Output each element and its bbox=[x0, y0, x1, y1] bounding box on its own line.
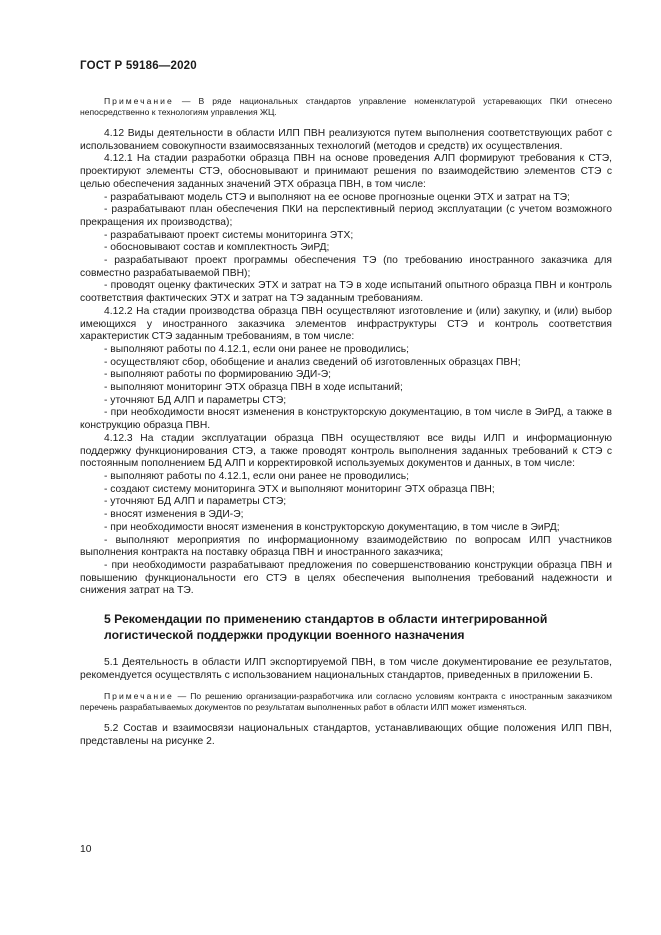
note-text: — В ряде национальных стандартов управление номенклатурой устаревающих ПКИ отнесено непосредственно к технологиям управления ЖЦ. bbox=[80, 96, 612, 117]
list-item: - обосновывают состав и комплектность ЭиРД; bbox=[104, 242, 330, 254]
page-number: 10 bbox=[80, 844, 92, 855]
list-item: - осуществляют сбор, обобщение и анализ сведений об изготовленных образцах ПВН; bbox=[104, 356, 521, 368]
paragraph-4-12-1: 4.12.1 На стадии разработки образца ПВН на основе проведения АЛП формируют требования к СТЭ, проектируют элементы СТЭ, обосновывают и принимают решения по взаимодействию элементов СТЭ с целью обеспечения заданных значений ЭТХ образца ПВН, в том числе: bbox=[80, 153, 612, 190]
paragraph-5-1: 5.1 Деятельность в области ИЛП экспортируемой ПВН, в том числе документирование ее результатов, рекомендуется осуществлять с использованием национальных стандартов, приведенных в приложении Б. bbox=[80, 657, 612, 681]
section-5-heading: 5 Рекомендации по применению стандартов в области интегрированной логистической поддержки продукции военного назначения bbox=[104, 612, 548, 642]
list-item: - разрабатывают проект системы мониторинга ЭТХ; bbox=[104, 229, 354, 241]
list-item: - при необходимости вносят изменения в конструкторскую документацию, в том числе в ЭиРД; bbox=[104, 521, 560, 533]
paragraph-4-12-2: 4.12.2 На стадии производства образца ПВН осуществляют изготовление и (или) закупку, и (или) выбор имеющихся у иностранного заказчика элементов инфраструктуры СТЭ и контроль соответствия характеристик СТЭ заданным требованиям, в том числе: bbox=[80, 305, 612, 343]
list-item: - выполняют работы по 4.12.1, если они ранее не проводились; bbox=[104, 470, 409, 482]
list-item: - выполняют мониторинг ЭТХ образца ПВН в ходе испытаний; bbox=[104, 382, 403, 394]
list-item: - выполняют работы по 4.12.1, если они ранее не проводились; bbox=[104, 343, 409, 355]
note-paragraph bbox=[80, 691, 612, 713]
list-item: - разрабатывают проект программы обеспечения ТЭ (по требованию иностранного заказчика для совместно разрабатываемой ПВН); bbox=[80, 255, 612, 279]
note-label: Примечание bbox=[104, 96, 174, 106]
document-header: ГОСТ Р 59186—2020 bbox=[80, 60, 197, 72]
note-text: — По решению организации-разработчика или согласно условиям контракта с иностранным заказчиком перечень разрабатываемых документов по результатам выполненных работ в области ИЛП может изменяться. bbox=[80, 691, 612, 713]
list-item: - создают систему мониторинга ЭТХ и выполняют мониторинг ЭТХ образца ПВН; bbox=[104, 483, 495, 495]
note-paragraph bbox=[80, 96, 612, 118]
list-item: - вносят изменения в ЭДИ-Э; bbox=[104, 509, 244, 521]
paragraph-4-12-3: 4.12.3 На стадии эксплуатации образца ПВН осуществляют все виды ИЛП и информационную поддержку функционирования СТЭ, а также проводят контроль выполнения заданных требований к СТЭ с постоянным пополнением БД АЛП и корректировкой используемых документов и данных, в том числе: bbox=[80, 432, 612, 470]
list-item: - разрабатывают план обеспечения ПКИ на перспективный период эксплуатации (с учетом возможного прекращения их производства); bbox=[80, 204, 612, 228]
paragraph-4-12: 4.12 Виды деятельности в области ИЛП ПВН реализуются путем выполнения соответствующих работ с использованием совокупности взаимосвязанных технологий (методов и средств) их осуществления. bbox=[80, 128, 612, 152]
list-item: - выполняют мероприятия по информационному взаимодействию по вопросам ИЛП участников выполнения контракта на поставку образца ПВН и иностранного заказчика; bbox=[80, 534, 612, 559]
list-item: - при необходимости вносят изменения в конструкторскую документацию, в том числе в ЭиРД, а также в конструкцию образца ПВН. bbox=[80, 407, 612, 432]
list-item: - уточняют БД АЛП и параметры СТЭ; bbox=[104, 496, 287, 508]
list-item: - проводят оценку фактических ЭТХ и затрат на ТЭ в ходе испытаний опытного образца ПВН и контроль соответствия фактических ЭТХ и затрат на ТЭ заданным требованиям. bbox=[80, 280, 612, 305]
list-item: - выполняют работы по формированию ЭДИ-Э; bbox=[104, 369, 332, 381]
paragraph-5-2: 5.2 Состав и взаимосвязи национальных стандартов, устанавливающих общие положения ИЛП ПВН, представлены на рисунке 2. bbox=[80, 723, 612, 748]
note-label: Примечание bbox=[104, 691, 174, 702]
list-item: - разрабатывают модель СТЭ и выполняют на ее основе прогнозные оценки ЭТХ и затрат на ТЭ; bbox=[104, 191, 570, 203]
list-item: - при необходимости разрабатывают предложения по совершенствованию конструкции образца ПВН и повышению функциональности его СТЭ в целях обеспечения выполнения требований надежности и снижения затрат на ТЭ. bbox=[80, 559, 612, 597]
document-body bbox=[80, 96, 612, 749]
list-item: - уточняют БД АЛП и параметры СТЭ; bbox=[104, 394, 287, 406]
